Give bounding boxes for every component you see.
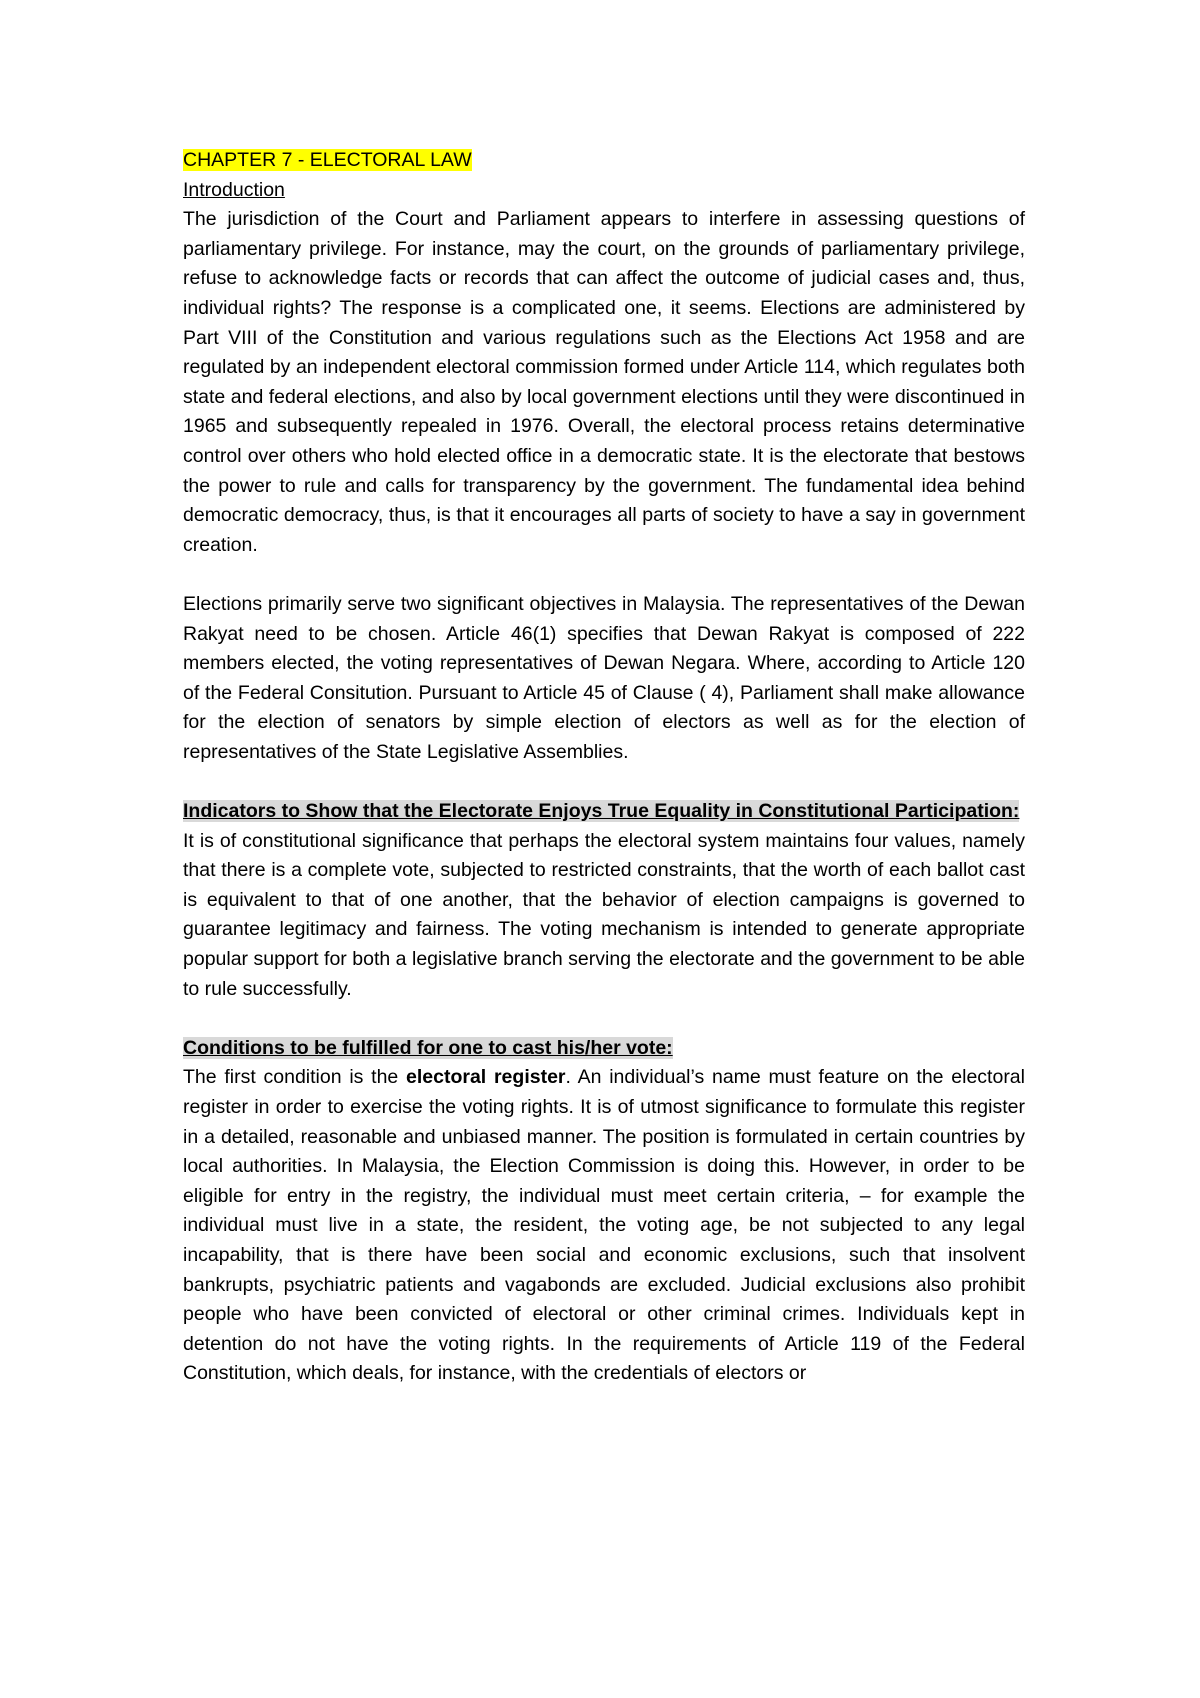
paragraph-gap	[183, 560, 1025, 590]
introduction-heading: Introduction	[183, 178, 285, 201]
conditions-text-rest: . An individual’s name must feature on the electoral register in order to exercise the voting rights. It is of utmost significance to formulate this register in a detailed, reasonable and unbiased manner. The position is formulated in certain countries by local authorities. In Malaysia, the Election Commission is doing this. However, in order to be eligible for entry in the registry, the individual must meet certain criteria, – for example the individual must live in a state, the resident, the voting age, be not subjected to any legal incapability, that is there have been social and economic exclusions, such that insolvent bankrupts, psychiatric patients and vagabonds are excluded. Judicial exclusions also prohibit people who have been convicted of electoral or other criminal crimes. Individuals kept in detention do not have the voting rights. In the requirements of Article 119 of the Federal Constitution, which deals, for instance, with the credentials of electors or	[183, 1066, 1025, 1385]
chapter-title	[183, 146, 1025, 176]
paragraph-gap	[183, 1004, 1025, 1034]
electoral-register-term: electoral register	[406, 1066, 566, 1089]
conditions-paragraph	[183, 1063, 1025, 1389]
introduction-paragraph: The jurisdiction of the Court and Parliament appears to interfere in assessing questions of parliamentary privilege. For instance, may the court, on the grounds of parliamentary privilege, refuse to acknowledge facts or records that can affect the outcome of judicial cases and, thus, individual rights? The response is a complicated one, it seems. Elections are administered by Part VIII of the Constitution and various regulations such as the Elections Act 1958 and are regulated by an independent electoral commission formed under Article 114, which regulates both state and federal elections, and also by local government elections until they were discontinued in 1965 and subsequently repealed in 1976. Overall, the electoral process retains determinative control over others who hold elected office in a democratic state. It is the electorate that bestows the power to rule and calls for transparency by the government. The fundamental idea behind democratic democracy, thus, is that it encourages all parts of society to have a say in government creation.	[183, 208, 1025, 556]
indicators-heading-text: Indicators to Show that the Electorate Enjoys True Equality in Constitutional Participation:	[183, 800, 1020, 823]
paragraph-gap	[183, 767, 1025, 797]
indicators-paragraph: It is of constitutional significance that perhaps the electoral system maintains four values, namely that there is a complete vote, subjected to restricted constraints, that the worth of each ballot cast is equivalent to that of one another, that the behavior of election campaigns is governed to guarantee legitimacy and fairness. The voting mechanism is intended to generate appropriate popular support for both a legislative branch serving the electorate and the government to be able to rule successfully.	[183, 829, 1025, 1000]
conditions-heading	[183, 1034, 1025, 1064]
chapter-title-highlight: CHAPTER 7 - ELECTORAL LAW	[183, 149, 472, 171]
elections-objectives-paragraph: Elections primarily serve two significant objectives in Malaysia. The representatives of the Dewan Rakyat need to be chosen. Article 46(1) specifies that Dewan Rakyat is composed of 222 members elected, the voting representatives of Dewan Negara. Where, according to Article 120 of the Federal Consitution. Pursuant to Article 45 of Clause ( 4), Parliament shall make allowance for the election of senators by simple election of electors as well as for the election of representatives of the State Legislative Assemblies.	[183, 592, 1025, 763]
conditions-text-start: The first condition is the	[183, 1066, 407, 1089]
document-body	[183, 146, 1025, 1389]
indicators-heading	[183, 797, 1025, 827]
conditions-heading-text: Conditions to be fulfilled for one to cast his/her vote:	[183, 1036, 673, 1059]
